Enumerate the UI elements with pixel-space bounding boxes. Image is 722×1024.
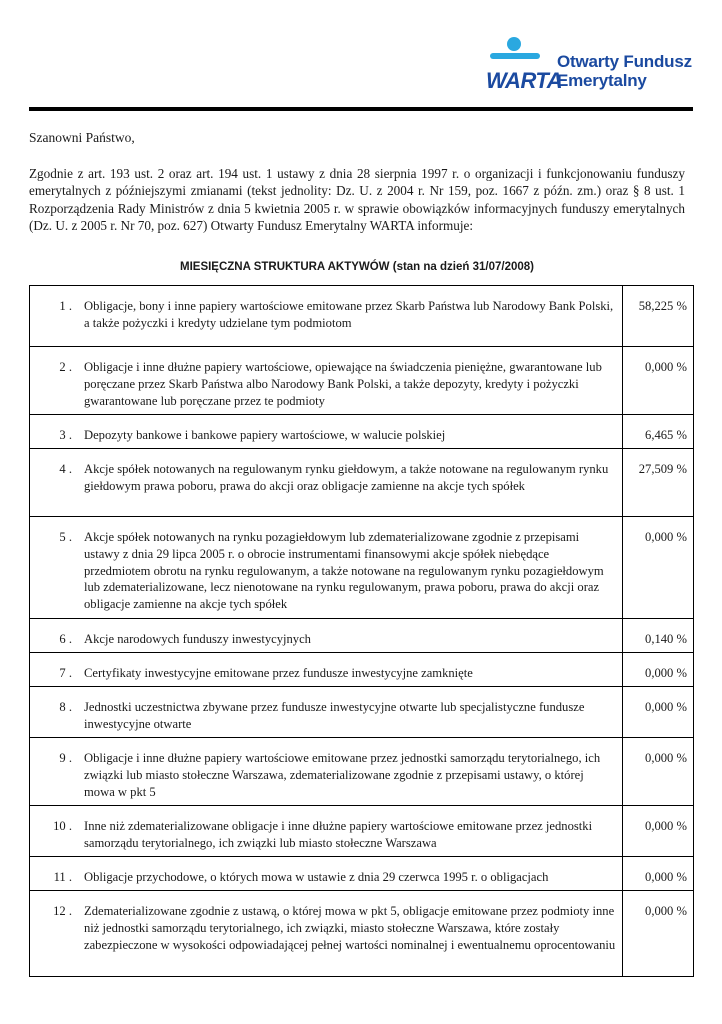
row-number: 7 .	[30, 653, 77, 687]
row-description: Obligacje i inne dłużne papiery wartościowe, opiewające na świadczenia pieniężne, gwarantowane lub poręczane przez Skarb Państwa albo Narodowy Bank Polski, a także depozyty, kredyty i pożyczki gwarantowane lub poręczane przez te podmioty	[76, 347, 623, 415]
row-percentage: 0,000 %	[623, 517, 694, 619]
row-number: 5 .	[30, 517, 77, 619]
salutation: Szanowni Państwo,	[29, 130, 135, 145]
table-row	[30, 449, 694, 517]
table-row	[30, 653, 694, 687]
row-percentage: 0,000 %	[623, 806, 694, 857]
logo-title-line1: Otwarty Fundusz	[557, 52, 692, 71]
row-percentage: 0,000 %	[623, 738, 694, 806]
table-row	[30, 687, 694, 738]
row-description: Akcje narodowych funduszy inwestycyjnych	[76, 619, 623, 653]
table-row	[30, 415, 694, 449]
row-number: 10 .	[30, 806, 77, 857]
row-number: 2 .	[30, 347, 77, 415]
table-row	[30, 738, 694, 806]
intro-paragraph: Zgodnie z art. 193 ust. 2 oraz art. 194 ust. 1 ustawy z dnia 28 sierpnia 1997 r. o organizacji i funkcjonowaniu funduszy emerytalnych z późniejszymi zmianami (tekst jednolity: Dz. U. z 2004 r. Nr 159, poz. 1667 z późn. zm.) oraz § 8 ust. 1 Rozporządzenia Rady Ministrów z dnia 5 kwietnia 2005 r. w sprawie obowiązków informacyjnych funduszy emerytalnych (Dz. U. z 2005 r. Nr 70, poz. 627) Otwarty Fundusz Emerytalny WARTA informuje:	[29, 166, 685, 234]
row-number: 1 .	[30, 286, 77, 347]
table-row	[30, 619, 694, 653]
row-percentage: 0,000 %	[623, 687, 694, 738]
row-description: Obligacje i inne dłużne papiery wartościowe emitowane przez jednostki samorządu terytorialnego, ich związki lub miasto stołeczne Warszawa, zdematerializowane zgodnie z przepisami ustawy, o której mowa w pkt 5	[76, 738, 623, 806]
row-description: Obligacje, bony i inne papiery wartościowe emitowane przez Skarb Państwa lub Narodowy Bank Polski, a także pożyczki i kredyty udzielane tym podmiotom	[76, 286, 623, 347]
row-description: Akcje spółek notowanych na rynku pozagiełdowym lub zdematerializowane zgodnie z przepisami ustawy z dnia 29 lipca 2005 r. o obrocie instrumentami finansowymi akcje spółek niebędące przedmiotem obrotu na rynku regulowanym, a także notowane na regulowanym rynku pozagiełdowym lub zdematerializowane, lecz nienotowane na rynku regulowanym, prawa poboru, prawa do akcji oraz obligacje zamienne na akcje tych spółek	[76, 517, 623, 619]
row-percentage: 0,000 %	[623, 891, 694, 977]
row-percentage: 27,509 %	[623, 449, 694, 517]
table-row	[30, 286, 694, 347]
table-row	[30, 857, 694, 891]
row-percentage: 58,225 %	[623, 286, 694, 347]
row-description: Jednostki uczestnictwa zbywane przez fundusze inwestycyjne otwarte lub specjalistyczne fundusze inwestycyjne otwarte	[76, 687, 623, 738]
row-description: Obligacje przychodowe, o których mowa w ustawie z dnia 29 czerwca 1995 r. o obligacjach	[76, 857, 623, 891]
logo-brand-text: WARTA	[486, 68, 563, 93]
row-percentage: 6,465 %	[623, 415, 694, 449]
row-number: 6 .	[30, 619, 77, 653]
warta-logo	[474, 30, 694, 102]
asset-structure-table	[29, 285, 694, 977]
table-row	[30, 891, 694, 977]
row-description: Akcje spółek notowanych na regulowanym rynku giełdowym, a także notowane na regulowanym rynku giełdowym prawa poboru, prawa do akcji oraz obligacje zamienne na akcje tych spółek	[76, 449, 623, 517]
table-row	[30, 806, 694, 857]
row-number: 4 .	[30, 449, 77, 517]
table-row	[30, 517, 694, 619]
row-number: 11 .	[30, 857, 77, 891]
table-heading: MIESIĘCZNA STRUKTURA AKTYWÓW (stan na dzień 31/07/2008)	[180, 261, 534, 273]
logo-mark-icon	[474, 30, 554, 70]
row-number: 12 .	[30, 891, 77, 977]
logo-title-line2: Emerytalny	[557, 71, 647, 90]
row-percentage: 0,000 %	[623, 857, 694, 891]
header-rule	[29, 107, 693, 111]
row-number: 8 .	[30, 687, 77, 738]
row-description: Inne niż zdematerializowane obligacje i inne dłużne papiery wartościowe emitowane przez jednostki samorządu terytorialnego, ich związki lub miasto stołeczne Warszawa	[76, 806, 623, 857]
table-row	[30, 347, 694, 415]
row-number: 9 .	[30, 738, 77, 806]
row-description: Certyfikaty inwestycyjne emitowane przez fundusze inwestycyjne zamknięte	[76, 653, 623, 687]
row-percentage: 0,140 %	[623, 619, 694, 653]
row-percentage: 0,000 %	[623, 347, 694, 415]
row-description: Zdematerializowane zgodnie z ustawą, o której mowa w pkt 5, obligacje emitowane przez podmioty inne niż jednostki samorządu terytorialnego, ich związki, miasto stołeczne Warszawa, które zostały zabezpieczone w wysokości odpowiadającej pełnej wartości nominalnej i ewentualnemu oprocentowaniu	[76, 891, 623, 977]
row-number: 3 .	[30, 415, 77, 449]
row-percentage: 0,000 %	[623, 653, 694, 687]
row-description: Depozyty bankowe i bankowe papiery wartościowe, w walucie polskiej	[76, 415, 623, 449]
